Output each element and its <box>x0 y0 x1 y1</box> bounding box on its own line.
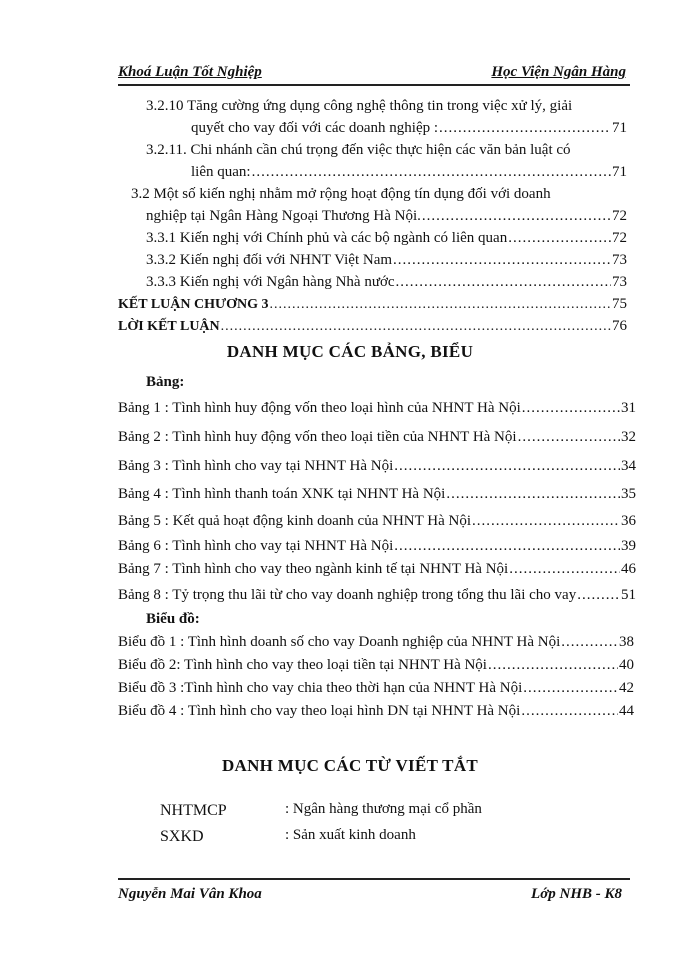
leader-dots <box>488 657 618 674</box>
leader-dots <box>393 252 611 269</box>
toc-page-number: 71 <box>612 120 627 136</box>
toc-item-text: KẾT LUẬN CHƯƠNG 3 <box>118 297 269 312</box>
toc-item-loi-ket-luan[interactable] <box>118 318 627 335</box>
leader-dots <box>577 587 620 604</box>
list-item[interactable] <box>118 657 634 674</box>
toc-page-number: 73 <box>612 252 627 268</box>
list-item-text: Bảng 7 : Tình hình cho vay theo ngành kinh tế tại NHNT Hà Nội <box>118 561 509 577</box>
toc-item-3-2-11-line1: 3.2.11. Chi nhánh cần chú trọng đến việc thực hiện các văn bản luật có <box>146 142 571 158</box>
list-item[interactable] <box>118 486 636 503</box>
list-item[interactable] <box>118 587 636 604</box>
list-item[interactable] <box>118 538 636 555</box>
toc-item-3-3-3[interactable] <box>146 274 627 291</box>
leader-dots <box>518 429 620 446</box>
leader-dots <box>472 513 620 530</box>
charts-label: Biểu đồ: <box>146 611 200 627</box>
toc-item-text: liên quan: <box>191 164 251 180</box>
list-item-page-number: 42 <box>619 680 634 696</box>
toc-item-3-2[interactable] <box>146 208 627 225</box>
list-item[interactable] <box>118 680 634 697</box>
list-item[interactable] <box>118 561 636 578</box>
leader-dots <box>394 458 620 475</box>
toc-item-ket-luan-chuong[interactable] <box>118 296 627 313</box>
list-item-page-number: 35 <box>621 486 636 502</box>
list-item-page-number: 51 <box>621 587 636 603</box>
page-header <box>118 64 630 86</box>
leader-dots <box>523 680 618 697</box>
leader-dots <box>522 400 620 417</box>
list-item-text: Biểu đồ 3 :Tình hình cho vay chia theo thời hạn của NHNT Hà Nội <box>118 680 523 696</box>
list-item-page-number: 46 <box>621 561 636 577</box>
toc-page-number: 72 <box>612 208 627 224</box>
list-item-text: Bảng 4 : Tình hình thanh toán XNK tại NHNT Hà Nội <box>118 486 446 502</box>
page-footer <box>118 878 630 910</box>
list-item-text: Biểu đồ 2: Tình hình cho vay theo loại tiền tại NHNT Hà Nội <box>118 657 487 673</box>
list-item[interactable] <box>118 703 634 720</box>
list-item-text: Biểu đồ 4 : Tình hình cho vay theo loại hình DN tại NHNT Hà Nội <box>118 703 521 719</box>
header-left-title: Khoá Luận Tốt Nghiệp <box>118 64 262 80</box>
list-item-page-number: 40 <box>619 657 634 673</box>
list-item-text: Bảng 3 : Tình hình cho vay tại NHNT Hà Nội <box>118 458 394 474</box>
leader-dots <box>422 208 611 225</box>
leader-dots <box>439 120 611 137</box>
list-item[interactable] <box>118 429 636 446</box>
leader-dots <box>396 274 611 291</box>
list-item[interactable] <box>118 513 636 530</box>
leader-dots <box>509 561 620 578</box>
list-item-page-number: 39 <box>621 538 636 554</box>
list-item-text: Bảng 8 : Tỷ trọng thu lãi từ cho vay doanh nghiệp trong tổng thu lãi cho vay <box>118 587 577 603</box>
toc-item-text: 3.3.3 Kiến nghị với Ngân hàng Nhà nước <box>146 274 395 290</box>
toc-page-number: 71 <box>612 164 627 180</box>
leader-dots <box>521 703 618 720</box>
footer-author: Nguyễn Mai Vân Khoa <box>118 886 262 902</box>
toc-page-number: 75 <box>612 296 627 312</box>
leader-dots <box>446 486 620 503</box>
abbreviation-meaning: : Sản xuất kinh doanh <box>285 827 416 843</box>
toc-item-text: quyết cho vay đối với các doanh nghiệp : <box>191 120 439 136</box>
leader-dots <box>394 538 620 555</box>
list-item-text: Bảng 1 : Tình hình huy động vốn theo loại hình của NHNT Hà Nội <box>118 400 521 416</box>
abbreviation-term: NHTMCP <box>160 802 227 819</box>
abbreviation-meaning: : Ngân hàng thương mại cổ phần <box>285 801 482 817</box>
tables-section-title: DANH MỤC CÁC BẢNG, BIỂU <box>226 342 474 361</box>
toc-item-3-2-line1: 3.2 Một số kiến nghị nhằm mở rộng hoạt động tín dụng đối với doanh <box>131 186 551 202</box>
list-item[interactable] <box>118 400 636 417</box>
list-item-page-number: 36 <box>621 513 636 529</box>
list-item-text: Bảng 2 : Tình hình huy động vốn theo loại tiền của NHNT Hà Nội <box>118 429 517 445</box>
toc-item-3-2-10-line1: 3.2.10 Tăng cường ứng dụng công nghệ thông tin trong việc xử lý, giải <box>146 98 573 114</box>
toc-page-number: 72 <box>612 230 627 246</box>
header-right-title: Học Viện Ngân Hàng <box>491 64 626 80</box>
abbrev-section-title: DANH MỤC CÁC TỪ VIẾT TẮT <box>221 756 479 775</box>
tables-label: Bảng: <box>146 374 185 390</box>
leader-dots <box>270 297 611 313</box>
toc-item-text: 3.3.2 Kiến nghị đối với NHNT Việt Nam <box>146 252 393 268</box>
list-item-text: Bảng 5 : Kết quả hoạt động kinh doanh của NHNT Hà Nội <box>118 513 471 529</box>
list-item-text: Biểu đồ 1 : Tình hình doanh số cho vay Doanh nghiệp của NHNT Hà Nội <box>118 634 561 650</box>
leader-dots <box>221 319 611 335</box>
list-item[interactable] <box>118 458 636 475</box>
leader-dots <box>561 634 618 651</box>
toc-item-text: 3.3.1 Kiến nghị với Chính phủ và các bộ ngành có liên quan <box>146 230 508 246</box>
list-item-page-number: 34 <box>621 458 636 474</box>
list-item-page-number: 44 <box>619 703 634 719</box>
list-item-page-number: 32 <box>621 429 636 445</box>
toc-item-text: LỜI KẾT LUẬN <box>118 319 220 334</box>
toc-item-3-2-11[interactable] <box>191 164 627 181</box>
leader-dots <box>508 230 611 247</box>
toc-item-3-3-2[interactable] <box>146 252 627 269</box>
toc-item-text: nghiệp tại Ngân Hàng Ngoại Thương Hà Nội. <box>146 208 421 224</box>
toc-page-number: 76 <box>612 318 627 334</box>
toc-page-number: 73 <box>612 274 627 290</box>
toc-item-3-2-10[interactable] <box>191 120 627 137</box>
list-item-page-number: 31 <box>621 400 636 416</box>
abbreviation-term: SXKD <box>160 828 204 845</box>
list-item-page-number: 38 <box>619 634 634 650</box>
leader-dots <box>252 164 611 181</box>
list-item-text: Bảng 6 : Tình hình cho vay tại NHNT Hà Nội <box>118 538 394 554</box>
toc-item-3-3-1[interactable] <box>146 230 627 247</box>
list-item[interactable] <box>118 634 634 651</box>
footer-class: Lớp NHB - K8 <box>531 886 622 902</box>
